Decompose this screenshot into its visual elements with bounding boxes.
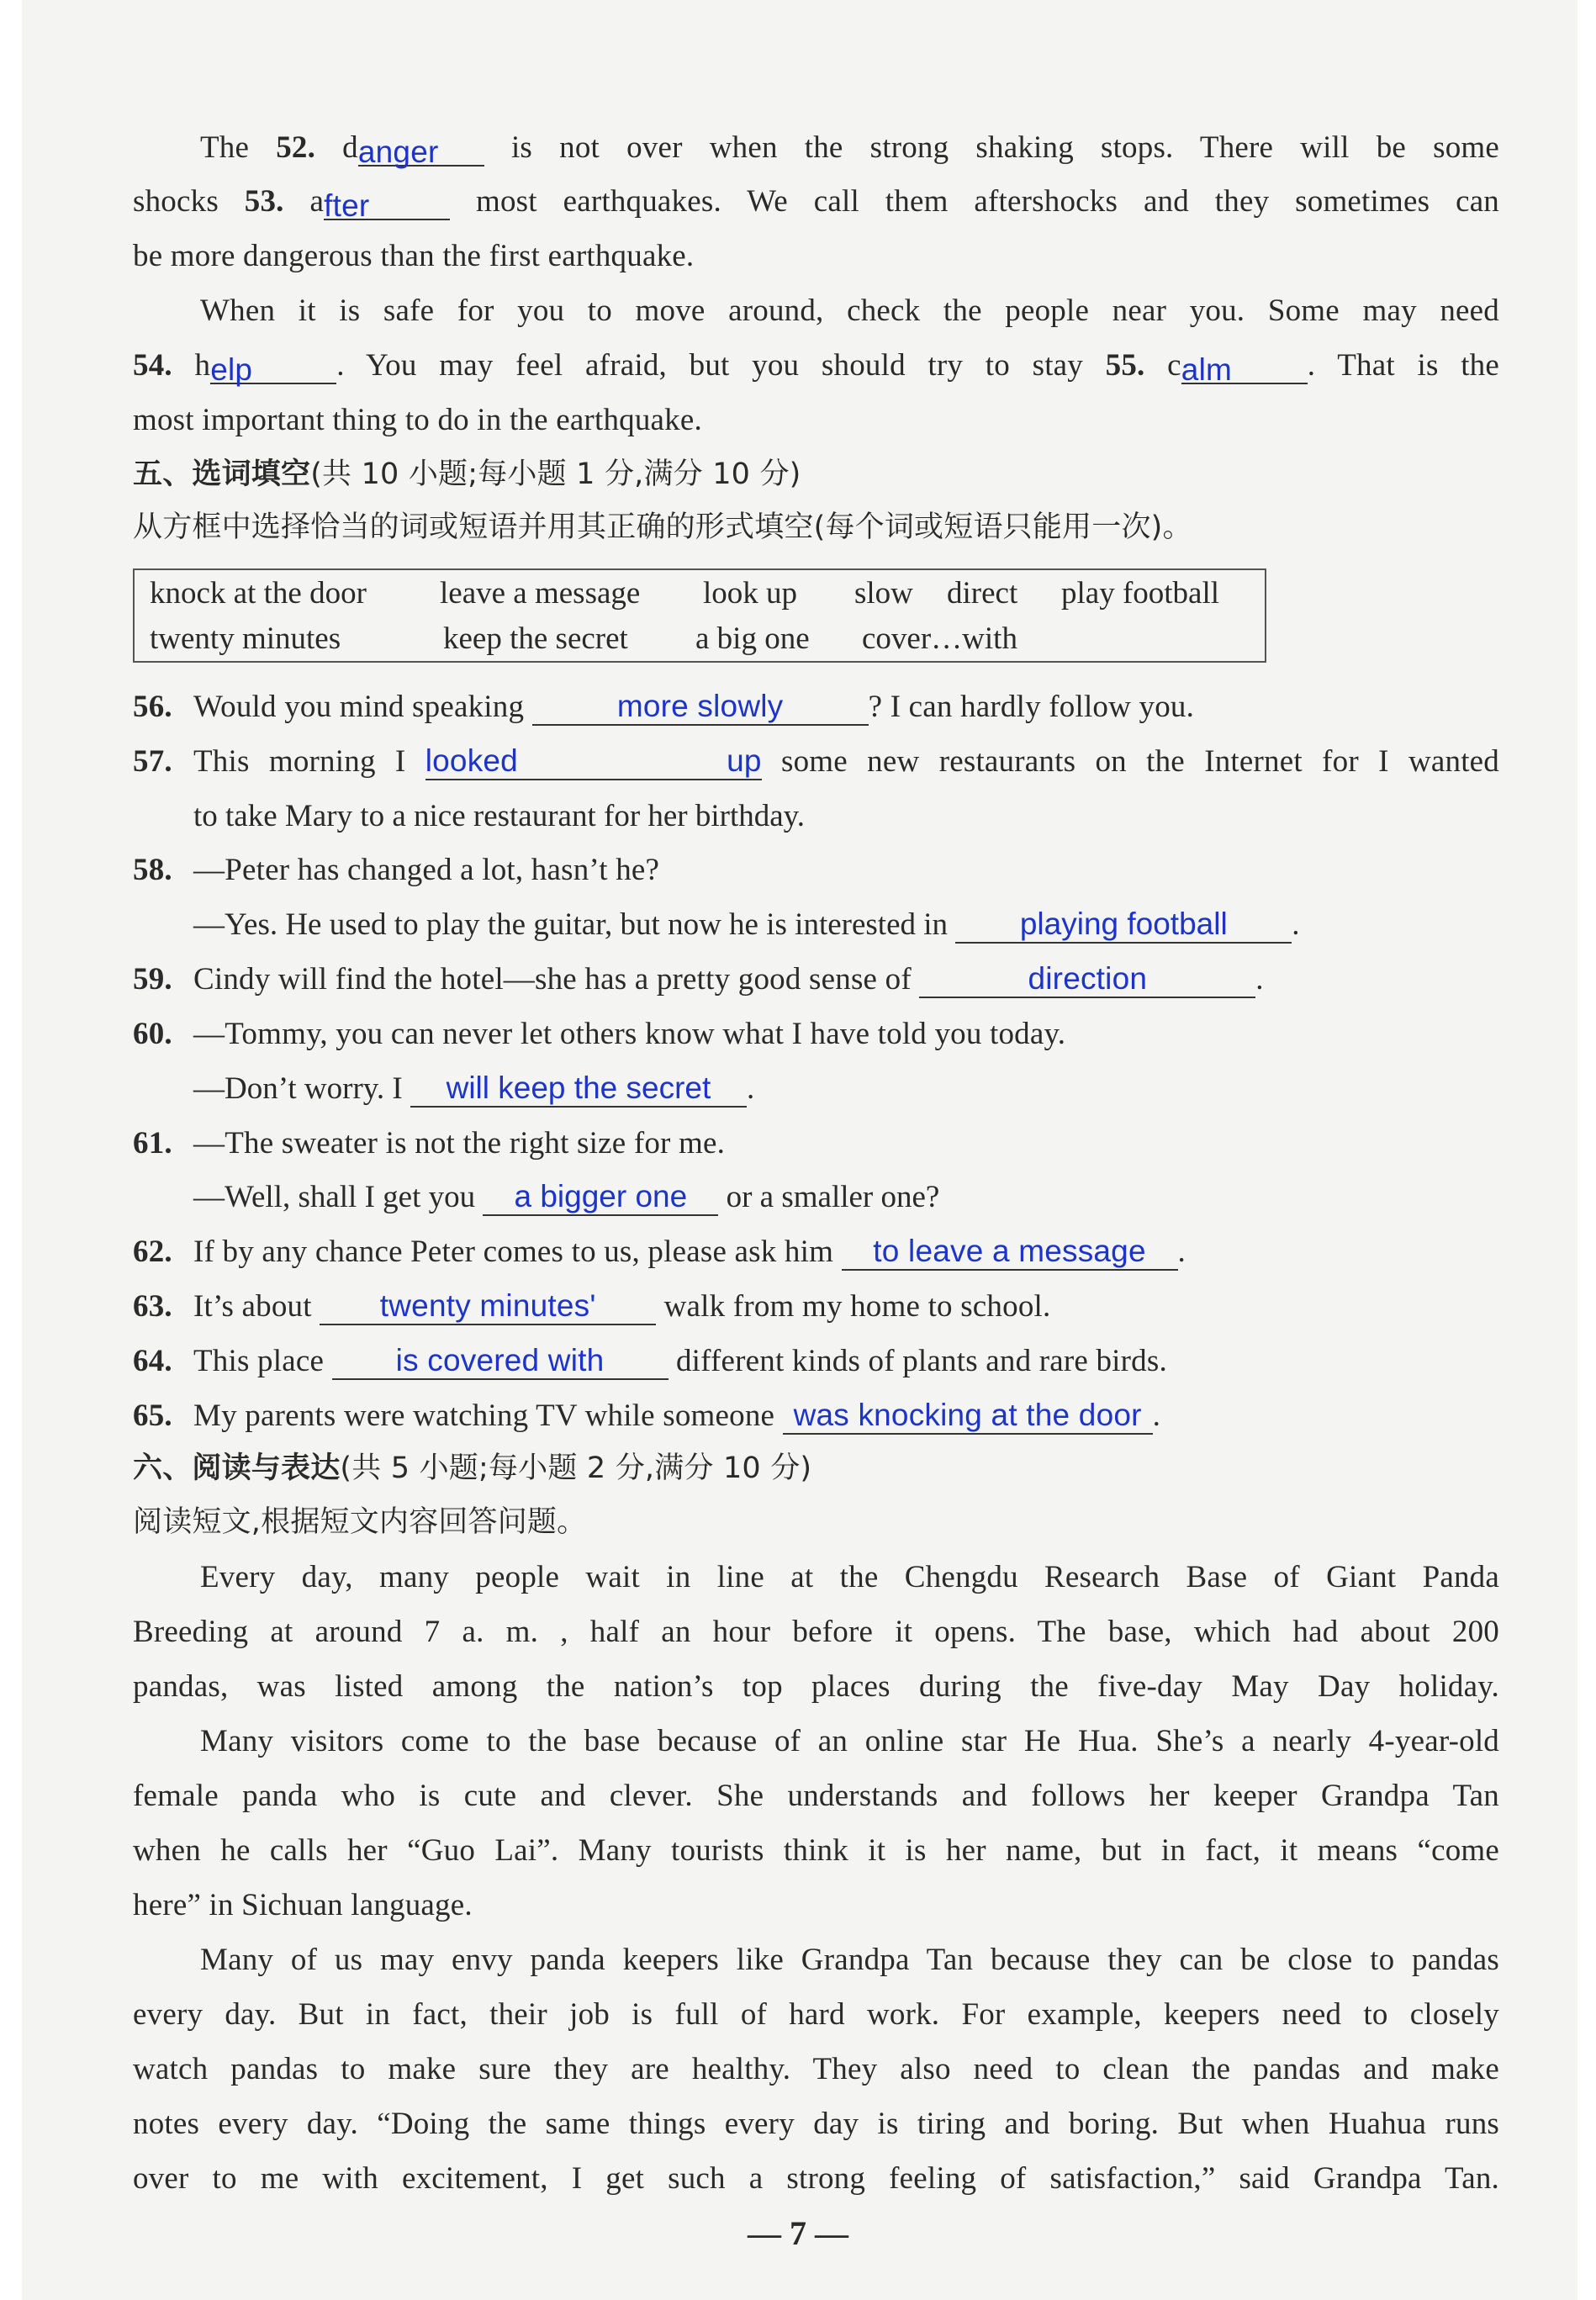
blank-number-54: 54. bbox=[133, 348, 172, 383]
answer-blank-58[interactable]: playing football bbox=[955, 907, 1292, 944]
answer-blank-62[interactable]: to leave a message bbox=[842, 1235, 1178, 1271]
passage-line-4: When it is safe for you to move around, check the people near you. Some may need bbox=[200, 293, 1499, 328]
reading-p2-line-3: when he calls her “Guo Lai”. Many tourists think it is her name, but in fact, it means “come bbox=[133, 1833, 1499, 1868]
question-61-line-1: 61. —The sweater is not the right size for me. bbox=[133, 1126, 726, 1161]
reading-p1-line-2: Breeding at around 7 a. m. , half an hour before it opens. The base, which had about 200 bbox=[133, 1615, 1499, 1649]
answer-blank-57[interactable]: looked up bbox=[425, 744, 762, 780]
section5-heading: 五、选词填空(共 10 小题;每小题 1 分,满分 10 分) bbox=[133, 457, 801, 491]
reading-p3-line-4: notes every day. “Doing the same things every day is tiring and boring. But when Huahua runs bbox=[133, 2107, 1499, 2141]
answer-blank-60[interactable]: will keep the secret bbox=[410, 1071, 747, 1108]
word-bank-item: direct bbox=[947, 576, 1018, 611]
reading-p1-line-1: Every day, many people wait in line at the Chengdu Research Base of Giant Panda bbox=[200, 1560, 1499, 1594]
reading-p3-line-1: Many of us may envy panda keepers like Grandpa Tan because they can be close to pandas bbox=[200, 1943, 1499, 1977]
question-57: 57. This morning I looked up some new restaurants on the Internet for I wanted bbox=[133, 743, 1499, 779]
question-65: 65. My parents were watching TV while someone was knocking at the door . bbox=[133, 1398, 1161, 1433]
reading-p2-line-4: here” in Sichuan language. bbox=[133, 1888, 473, 1922]
passage-line-6: most important thing to do in the earthquake. bbox=[133, 403, 702, 437]
answer-blank-59[interactable]: direction bbox=[919, 962, 1255, 998]
answer-blank-63[interactable]: twenty minutes' bbox=[320, 1289, 656, 1325]
section6-instruction: 阅读短文,根据短文内容回答问题。 bbox=[133, 1505, 587, 1539]
blank-number-53: 53. bbox=[244, 184, 284, 219]
reading-p1-line-3: pandas, was listed among the nation’s top places during the five-day May Day holiday. bbox=[133, 1669, 1499, 1704]
reading-p2-line-1: Many visitors come to the base because of an online star He Hua. She’s a nearly 4-year-old bbox=[200, 1724, 1499, 1758]
question-64: 64. This place is covered with different kinds of plants and rare birds. bbox=[133, 1343, 1167, 1378]
passage-line-1: The 52. danger is not over when the strong shaking stops. There will be some bbox=[200, 130, 1500, 169]
answer-blank-54[interactable]: elp bbox=[210, 348, 336, 384]
question-62: 62. If by any chance Peter comes to us, please ask him to leave a message . bbox=[133, 1234, 1186, 1269]
word-bank-item: leave a message bbox=[440, 576, 641, 611]
word-bank-item: look up bbox=[703, 576, 798, 611]
question-63: 63. It’s about twenty minutes' walk from my home to school. bbox=[133, 1288, 1051, 1324]
section5-instruction: 从方框中选择恰当的词或短语并用其正确的形式填空(每个词或短语只能用一次)。 bbox=[133, 510, 1192, 544]
passage-line-3: be more dangerous than the first earthquake. bbox=[133, 239, 695, 273]
page-number: — 7 — bbox=[748, 2214, 848, 2252]
word-bank-item: cover…with bbox=[862, 621, 1017, 656]
reading-p2-line-2: female panda who is cute and clever. She understands and follows her keeper Grandpa Tan bbox=[133, 1779, 1499, 1813]
reading-p3-line-5: over to me with excitement, I get such a strong feeling of satisfaction,” said Grandpa Tan. bbox=[133, 2161, 1499, 2196]
section6-heading: 六、阅读与表达(共 5 小题;每小题 2 分,满分 10 分) bbox=[133, 1451, 812, 1485]
word-bank-box bbox=[133, 568, 1266, 663]
word-bank-item: a big one bbox=[695, 621, 810, 656]
answer-blank-55[interactable]: alm bbox=[1181, 348, 1308, 384]
answer-blank-61[interactable]: a bigger one bbox=[483, 1180, 718, 1216]
answer-blank-65[interactable]: was knocking at the door bbox=[783, 1399, 1153, 1435]
question-60-line-1: 60. —Tommy, you can never let others know what I have told you today. bbox=[133, 1017, 1066, 1051]
answer-blank-64[interactable]: is covered with bbox=[332, 1344, 669, 1380]
word-bank-item: keep the secret bbox=[443, 621, 628, 656]
blank-number-52: 52. bbox=[276, 130, 316, 165]
word-bank-row-1 bbox=[150, 574, 1219, 614]
question-57-continuation: to take Mary to a nice restaurant for her birthday. bbox=[193, 799, 806, 833]
question-60-line-2: —Don’t worry. I will keep the secret . bbox=[193, 1071, 755, 1106]
reading-p3-line-3: watch pandas to make sure they are healthy. They also need to clean the pandas and make bbox=[133, 2052, 1499, 2086]
question-61-line-2: —Well, shall I get you a bigger one or a smaller one? bbox=[193, 1179, 940, 1214]
word-bank-item: twenty minutes bbox=[150, 621, 341, 656]
word-bank-item: knock at the door bbox=[150, 576, 367, 611]
word-bank-item: play football bbox=[1061, 576, 1220, 611]
question-58-line-1: 58. —Peter has changed a lot, hasn’t he? bbox=[133, 853, 660, 887]
blank-number-55: 55. bbox=[1105, 348, 1145, 383]
passage-line-2: shocks 53. after most earthquakes. We call them aftershocks and they sometimes can bbox=[133, 184, 1500, 223]
answer-blank-52[interactable]: anger bbox=[358, 130, 484, 167]
answer-blank-56[interactable]: more slowly bbox=[532, 690, 869, 726]
answer-blank-53[interactable]: fter bbox=[324, 184, 450, 220]
reading-p3-line-2: every day. But in fact, their job is full of hard work. For example, keepers need to closely bbox=[133, 1997, 1499, 2032]
passage-line-5: 54. help . You may feel afraid, but you should try to stay 55. calm . That is the bbox=[133, 348, 1500, 387]
word-bank-item: slow bbox=[854, 576, 913, 611]
question-58-line-2: —Yes. He used to play the guitar, but now he is interested in playing football . bbox=[193, 907, 1300, 942]
word-bank-row-2 bbox=[150, 619, 1017, 659]
question-59: 59. Cindy will find the hotel—she has a pretty good sense of direction . bbox=[133, 961, 1264, 997]
question-56: 56. Would you mind speaking more slowly ? I can hardly follow you. bbox=[133, 689, 1195, 724]
